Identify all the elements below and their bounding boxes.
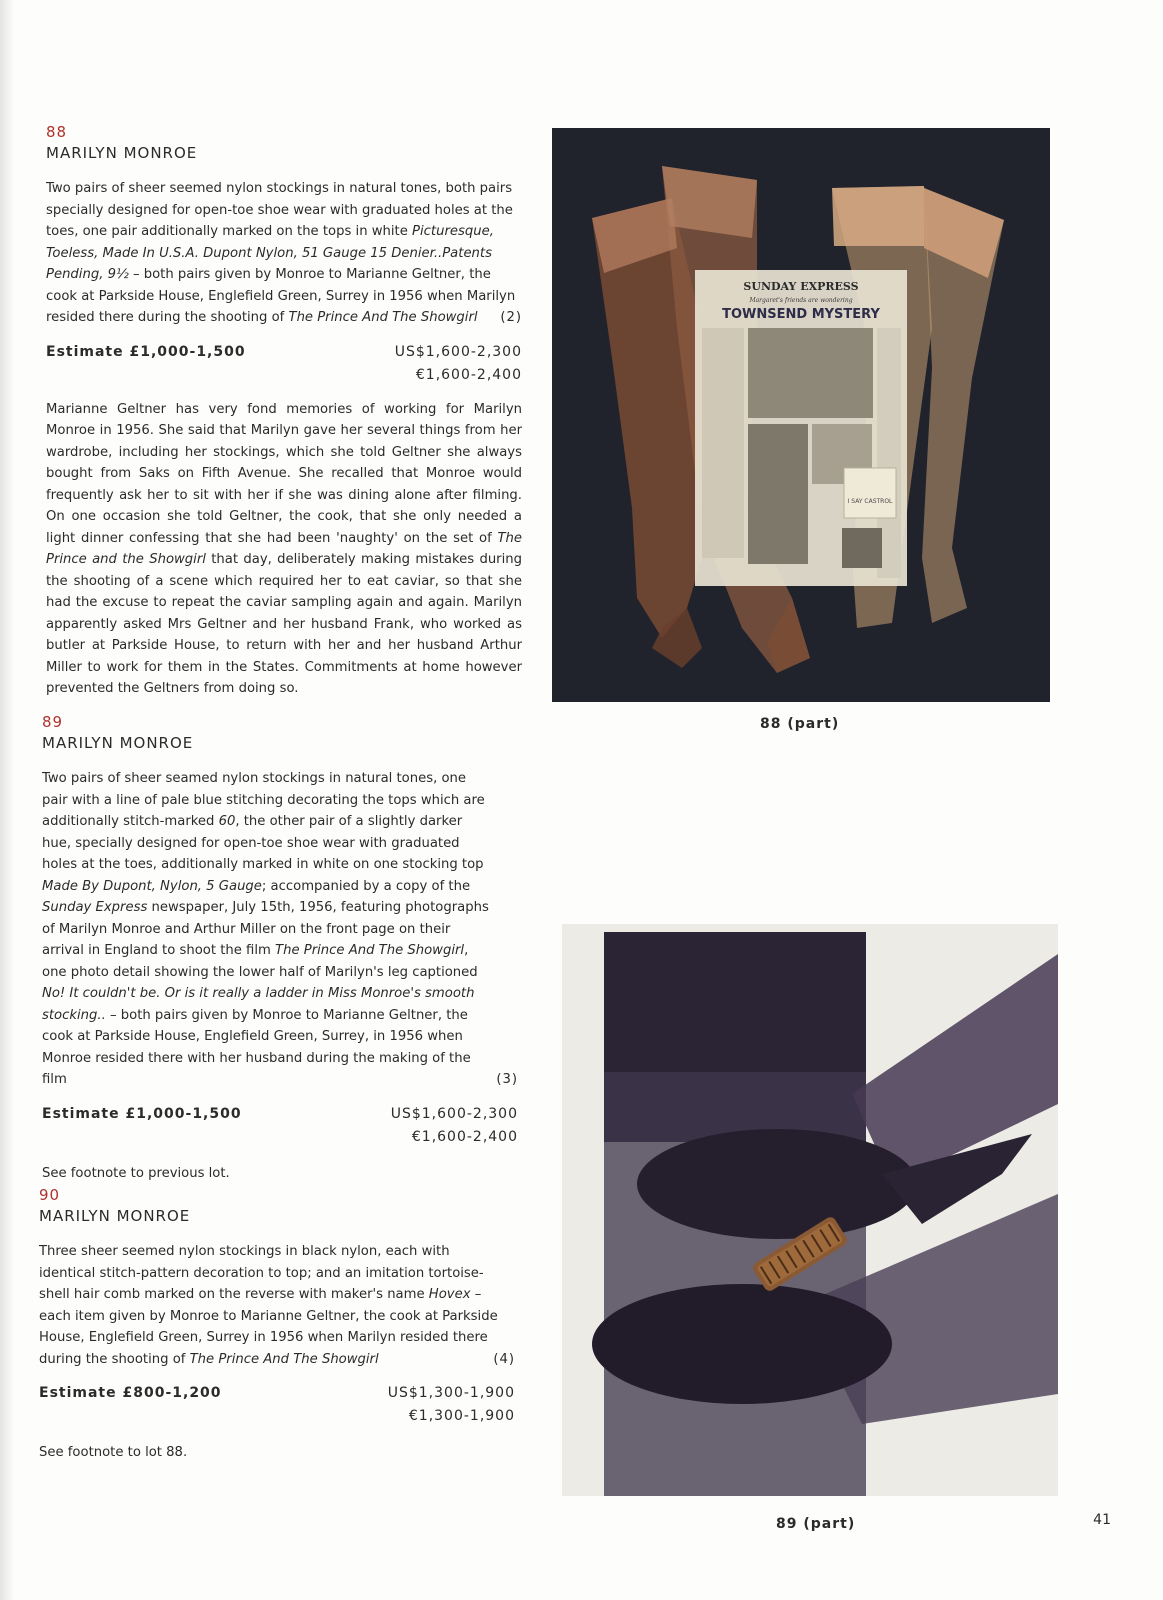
lot-description: Two pairs of sheer seamed nylon stockings in natural tones, one pair with a line of pale blue stitching decorating the tops which are additionally stitch-marked 60, the other pair of a slightly darker hue, specially designed for open-toe shoe wear with graduated holes at the toes, additionally marked in white on one stocking top Made By Dupont, Nylon, 5 Gauge; accompanied by a copy of the Sunday Express newspaper, July 15th, 1956, featuring photographs of Marilyn Monroe and Arthur Miller on the front page on their arrival in England to shoot the film The Prince And The Showgirl, one photo detail showing the lower half of Marilyn's leg captioned No! It couldn't be. Or is it really a ladder in Miss Monroe's smooth stocking.. – both pairs given by Monroe to Marianne Geltner, the cook at Parkside House, Englefield Green, Surrey, in 1956 when Monroe resided there with her husband during the making of the film: [42, 771, 489, 1087]
lot-quantity: (4): [493, 1351, 515, 1367]
newspaper-subhead: Margaret's friends are wondering: [749, 297, 853, 304]
estimate-conversions: [388, 1382, 515, 1428]
newspaper-headline: TOWNSEND MYSTERY: [722, 307, 880, 322]
page-gutter-shadow: [0, 0, 14, 1600]
estimate-conversions: [395, 341, 522, 387]
stockings-newspaper-image: [552, 128, 1050, 702]
newspaper-masthead: SUNDAY EXPRESS: [743, 280, 859, 293]
lot-quantity: (3): [496, 1072, 518, 1087]
estimate-eur: €1,600-2,400: [411, 1128, 518, 1145]
lot-title: MARILYN MONROE: [42, 734, 194, 752]
lot-footnote: See footnote to lot 88.: [39, 1445, 188, 1460]
estimate-row: [42, 1103, 518, 1149]
lot-quantity: (2): [500, 310, 522, 325]
estimate-gbp: Estimate £1,000-1,500: [42, 1105, 242, 1122]
lot-90: [39, 1185, 515, 1464]
lot-title: MARILYN MONROE: [39, 1207, 191, 1225]
estimate-usd: US$1,300-1,900: [387, 1385, 515, 1401]
lot-88-photo: [552, 128, 1050, 702]
lot-number: 90: [39, 1186, 61, 1204]
lot-footnote: Marianne Geltner has very fond memories of working for Marilyn Monroe in 1956. She said that Marilyn gave her several things from her wardrobe, including her stockings, which she told Geltner she always bought from Saks on Fifth Avenue. She recalled that Monroe would frequently ask her to sit with her if she was dining alone after filming. On one occasion she told Geltner, the cook, that she only needed a light dinner confessing that she had been 'naughty' on the set of The Prince and the Showgirl that day, deliberately making mistakes during the shooting of a scene which required her to eat caviar, so that she had the excuse to repeat the caviar sampling again and again. Marilyn apparently asked Mrs Geltner and her husband Frank, who worked as butler at Parkside House, to return with her and her husband Arthur Miller to work for them in the States. Commitments at home however prevented the Geltners from doing so.: [46, 401, 522, 696]
lot-number: 89: [42, 713, 64, 731]
estimate-eur: €1,300-1,900: [408, 1408, 515, 1424]
lot-title: MARILYN MONROE: [46, 144, 198, 162]
newspaper: [695, 270, 907, 586]
estimate-eur: €1,600-2,400: [415, 366, 522, 383]
lot-number: 88: [46, 123, 68, 141]
estimate-row: [46, 341, 522, 387]
lot-88-caption: 88 (part): [760, 716, 840, 732]
black-stockings-comb-image: [562, 924, 1058, 1496]
page-number: 41: [1093, 1512, 1111, 1528]
estimate-row: [39, 1382, 515, 1428]
estimate-gbp: Estimate £1,000-1,500: [46, 343, 246, 360]
lot-footnote: See footnote to previous lot.: [42, 1165, 230, 1181]
lot-description: Two pairs of sheer seemed nylon stockings in natural tones, both pairs specially designed for open-toe shoe wear with graduated holes at the toes, one pair additionally marked on the tops in white Picturesque, Toeless, Made In U.S.A. Dupont Nylon, 51 Gauge 15 Denier..Patents Pending, 9½ – both pairs given by Monroe to Marianne Geltner, the cook at Parkside House, Englefield Green, Surrey in 1956 when Marilyn resided there during the shooting of The Prince And The Showgirl: [46, 181, 516, 325]
lot-89-photo: [562, 924, 1058, 1496]
estimate-usd: US$1,600-2,300: [394, 343, 522, 360]
estimate-usd: US$1,600-2,300: [390, 1105, 518, 1122]
lot-89-caption: 89 (part): [776, 1516, 856, 1532]
lot-description: Three sheer seemed nylon stockings in black nylon, each with identical stitch-pattern decoration to top; and an imitation tortoise-shell hair comb marked on the reverse with maker's name Hovex – each item given by Monroe to Marianne Geltner, the cook at Parkside House, Englefield Green, Surrey in 1956 when Marilyn resided there during the shooting of The Prince And The Showgirl: [39, 1244, 498, 1367]
lot-89: [42, 712, 518, 1184]
estimate-gbp: Estimate £800-1,200: [39, 1385, 222, 1401]
lot-88: [46, 122, 522, 700]
estimate-conversions: [391, 1103, 518, 1149]
newspaper-ad: I SAY CASTROL: [847, 498, 893, 505]
